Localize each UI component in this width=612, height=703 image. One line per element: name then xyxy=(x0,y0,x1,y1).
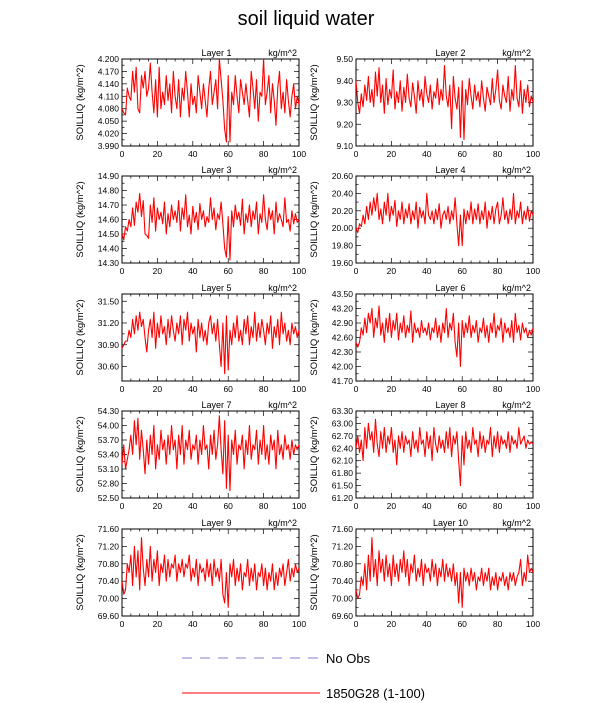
plot-frame xyxy=(122,411,299,498)
series-line-1 xyxy=(356,66,533,140)
panel-title: Layer 8 xyxy=(435,400,466,410)
panel-units: kg/m^2 xyxy=(268,400,297,410)
legend-no-obs-line xyxy=(182,652,322,664)
chart-panel-5 xyxy=(75,283,306,394)
x-tick-label: 60 xyxy=(457,266,467,276)
x-tick-label: 100 xyxy=(525,266,541,276)
x-tick-label: 0 xyxy=(353,501,359,511)
y-tick-label: 9.20 xyxy=(336,119,353,130)
y-tick-label: 42.30 xyxy=(331,347,353,357)
y-tick-label: 20.40 xyxy=(331,188,353,199)
y-tick-label: 71.20 xyxy=(97,541,119,552)
x-tick-label: 80 xyxy=(258,501,269,511)
panel-units: kg/m^2 xyxy=(268,165,297,175)
y-tick-label: 70.40 xyxy=(97,576,119,587)
y-tick-label: 20.20 xyxy=(331,205,353,216)
x-tick-label: 80 xyxy=(492,149,503,159)
legend-no-obs-label: No Obs xyxy=(326,651,371,666)
panel-title: Layer 5 xyxy=(201,283,232,293)
plot-frame xyxy=(122,294,299,381)
x-tick-label: 60 xyxy=(223,149,233,159)
x-tick-label: 60 xyxy=(457,149,467,159)
x-tick-label: 100 xyxy=(291,266,307,276)
y-tick-label: 14.80 xyxy=(97,185,119,196)
series-line-1 xyxy=(356,419,533,485)
chart-panel-6 xyxy=(309,283,540,394)
y-tick-label: 14.40 xyxy=(97,243,119,254)
plot-frame xyxy=(122,176,299,263)
plot-frame xyxy=(356,411,533,498)
y-tick-label: 42.00 xyxy=(331,361,353,372)
x-tick-label: 20 xyxy=(152,266,163,276)
y-tick-label: 14.50 xyxy=(97,229,119,239)
y-tick-label: 62.40 xyxy=(331,443,353,454)
chart-panel-10 xyxy=(309,518,540,629)
y-tick-label: 3.990 xyxy=(97,141,119,151)
x-tick-label: 80 xyxy=(258,619,269,629)
y-tick-label: 63.30 xyxy=(331,406,353,416)
panel-units: kg/m^2 xyxy=(502,165,531,175)
y-tick-label: 61.20 xyxy=(331,493,353,503)
y-tick-label: 30.60 xyxy=(97,361,119,372)
x-tick-label: 60 xyxy=(223,501,233,511)
chart-panel-1 xyxy=(75,48,306,159)
x-tick-label: 40 xyxy=(422,501,432,511)
y-tick-label: 71.60 xyxy=(331,524,353,534)
y-tick-label: 53.10 xyxy=(97,464,119,474)
x-tick-label: 20 xyxy=(152,384,163,394)
chart-panel-2 xyxy=(309,48,540,159)
y-tick-label: 4.170 xyxy=(97,66,119,77)
y-tick-label: 19.60 xyxy=(331,258,353,268)
x-tick-label: 80 xyxy=(492,266,503,276)
x-tick-label: 0 xyxy=(353,266,359,276)
y-tick-label: 70.00 xyxy=(331,593,353,604)
y-tick-label: 9.50 xyxy=(336,54,353,64)
x-tick-label: 100 xyxy=(291,619,307,629)
panel-units: kg/m^2 xyxy=(502,400,531,410)
x-tick-label: 60 xyxy=(223,266,233,276)
x-tick-label: 60 xyxy=(223,619,233,629)
x-tick-label: 40 xyxy=(188,149,198,159)
series-line-1 xyxy=(356,538,533,608)
x-tick-label: 20 xyxy=(152,501,163,511)
y-tick-label: 62.70 xyxy=(331,430,353,441)
y-tick-label: 42.60 xyxy=(331,332,353,343)
x-tick-label: 0 xyxy=(119,149,125,159)
x-tick-label: 40 xyxy=(422,619,432,629)
x-tick-label: 60 xyxy=(457,501,467,511)
y-tick-label: 63.00 xyxy=(331,418,353,429)
y-axis-label: SOILLIQ (kg/m^2) xyxy=(309,534,320,611)
y-tick-label: 52.80 xyxy=(97,478,119,489)
x-tick-label: 40 xyxy=(188,619,198,629)
x-tick-label: 20 xyxy=(386,266,397,276)
y-tick-label: 54.30 xyxy=(97,406,119,416)
x-tick-label: 100 xyxy=(525,384,541,394)
y-tick-label: 62.10 xyxy=(331,455,353,466)
y-tick-label: 14.60 xyxy=(97,214,119,225)
x-tick-label: 40 xyxy=(422,384,432,394)
series-line-1 xyxy=(122,193,299,260)
y-axis-label: SOILLIQ (kg/m^2) xyxy=(309,64,320,141)
x-tick-label: 0 xyxy=(119,501,125,511)
legend-1850g28-line xyxy=(182,687,322,699)
panel-units: kg/m^2 xyxy=(268,518,297,528)
chart-panel-7 xyxy=(75,400,306,511)
y-tick-label: 43.20 xyxy=(331,303,353,314)
legend-1850g28-label: 1850G28 (1-100) xyxy=(326,686,426,701)
panel-units: kg/m^2 xyxy=(502,283,531,293)
x-tick-label: 60 xyxy=(457,619,467,629)
y-axis-label: SOILLIQ (kg/m^2) xyxy=(75,534,86,611)
y-tick-label: 71.20 xyxy=(331,541,353,552)
panel-units: kg/m^2 xyxy=(268,283,297,293)
panel-title: Layer 6 xyxy=(435,283,466,293)
y-axis-label: SOILLIQ (kg/m^2) xyxy=(75,181,86,258)
y-tick-label: 20.00 xyxy=(331,223,353,234)
x-tick-label: 100 xyxy=(525,501,541,511)
y-tick-label: 14.70 xyxy=(97,200,119,210)
x-tick-label: 20 xyxy=(152,149,163,159)
y-axis-label: SOILLIQ (kg/m^2) xyxy=(75,64,86,141)
y-tick-label: 41.70 xyxy=(331,376,353,386)
y-tick-label: 70.00 xyxy=(97,593,119,604)
series-line-1 xyxy=(356,306,533,366)
y-tick-label: 70.40 xyxy=(331,576,353,587)
y-axis-label: SOILLIQ (kg/m^2) xyxy=(75,416,86,493)
x-tick-label: 40 xyxy=(188,384,198,394)
y-tick-label: 30.90 xyxy=(97,339,119,350)
x-tick-label: 60 xyxy=(223,384,233,394)
x-tick-label: 100 xyxy=(525,619,541,629)
y-tick-label: 31.20 xyxy=(97,318,119,328)
y-tick-label: 52.50 xyxy=(97,493,119,503)
x-tick-label: 60 xyxy=(457,384,467,394)
y-tick-label: 4.020 xyxy=(97,128,119,139)
x-tick-label: 0 xyxy=(119,266,125,276)
x-tick-label: 80 xyxy=(492,619,503,629)
x-tick-label: 20 xyxy=(386,149,397,159)
panel-title: Layer 7 xyxy=(201,400,232,410)
x-tick-label: 40 xyxy=(188,501,198,511)
y-tick-label: 4.200 xyxy=(97,54,119,64)
y-axis-label: SOILLIQ (kg/m^2) xyxy=(75,299,86,376)
y-tick-label: 4.110 xyxy=(98,91,119,102)
y-tick-label: 14.30 xyxy=(97,258,119,268)
panel-title: Layer 4 xyxy=(435,165,466,175)
series-line-1 xyxy=(122,416,299,491)
y-tick-label: 4.050 xyxy=(97,116,119,127)
page-title: soil liquid water xyxy=(237,8,375,30)
panel-units: kg/m^2 xyxy=(502,518,531,528)
x-tick-label: 20 xyxy=(152,619,163,629)
y-tick-label: 9.40 xyxy=(336,75,353,86)
x-tick-label: 100 xyxy=(291,501,307,511)
y-tick-label: 53.40 xyxy=(97,449,119,460)
x-tick-label: 80 xyxy=(258,266,269,276)
panel-title: Layer 9 xyxy=(201,518,232,528)
y-tick-label: 4.140 xyxy=(97,78,119,89)
x-tick-label: 20 xyxy=(386,619,397,629)
y-axis-label: SOILLIQ (kg/m^2) xyxy=(309,299,320,376)
x-tick-label: 40 xyxy=(188,266,198,276)
y-tick-label: 71.60 xyxy=(97,524,119,534)
panel-title: Layer 2 xyxy=(435,48,466,58)
x-tick-label: 80 xyxy=(258,149,269,159)
panel-units: kg/m^2 xyxy=(502,48,531,58)
y-tick-label: 70.80 xyxy=(97,558,119,569)
series-line-1 xyxy=(122,312,299,374)
y-tick-label: 70.80 xyxy=(331,558,353,569)
panel-title: Layer 3 xyxy=(201,165,232,175)
y-tick-label: 69.60 xyxy=(331,611,353,621)
y-tick-label: 69.60 xyxy=(97,611,119,621)
x-tick-label: 20 xyxy=(386,501,397,511)
x-tick-label: 40 xyxy=(422,266,432,276)
plot-frame xyxy=(356,294,533,381)
y-axis-label: SOILLIQ (kg/m^2) xyxy=(309,181,320,258)
x-tick-label: 0 xyxy=(119,384,125,394)
y-tick-label: 61.50 xyxy=(331,480,353,491)
x-tick-label: 20 xyxy=(386,384,397,394)
panel-title: Layer 10 xyxy=(432,518,469,528)
y-tick-label: 4.080 xyxy=(97,103,119,114)
series-line-1 xyxy=(122,538,299,608)
x-tick-label: 100 xyxy=(291,149,307,159)
x-tick-label: 40 xyxy=(422,149,432,159)
panel-units: kg/m^2 xyxy=(268,48,297,58)
plot-frame xyxy=(356,529,533,616)
x-tick-label: 0 xyxy=(353,619,359,629)
x-tick-label: 80 xyxy=(492,501,503,511)
x-tick-label: 0 xyxy=(119,619,125,629)
series-line-1 xyxy=(122,59,299,142)
y-tick-label: 9.30 xyxy=(336,97,353,108)
y-tick-label: 61.80 xyxy=(331,468,353,479)
x-tick-label: 0 xyxy=(353,149,359,159)
panel-title: Layer 1 xyxy=(201,48,232,58)
x-tick-label: 100 xyxy=(291,384,307,394)
chart-panel-9 xyxy=(75,518,306,629)
y-tick-label: 19.80 xyxy=(331,240,353,251)
y-tick-label: 14.90 xyxy=(97,171,119,181)
chart-panel-4 xyxy=(309,165,540,276)
y-tick-label: 43.50 xyxy=(331,289,353,299)
y-tick-label: 54.00 xyxy=(97,420,119,431)
y-tick-label: 31.50 xyxy=(97,296,119,307)
y-axis-label: SOILLIQ (kg/m^2) xyxy=(309,416,320,493)
y-tick-label: 20.60 xyxy=(331,171,353,181)
x-tick-label: 100 xyxy=(525,149,541,159)
x-tick-label: 0 xyxy=(353,384,359,394)
chart-panel-8 xyxy=(309,400,540,511)
y-tick-label: 42.90 xyxy=(331,318,353,328)
chart-panel-3 xyxy=(75,165,306,276)
x-tick-label: 80 xyxy=(258,384,269,394)
y-tick-label: 53.70 xyxy=(97,435,119,445)
y-tick-label: 9.10 xyxy=(336,141,353,151)
series-line-1 xyxy=(356,193,533,245)
x-tick-label: 80 xyxy=(492,384,503,394)
